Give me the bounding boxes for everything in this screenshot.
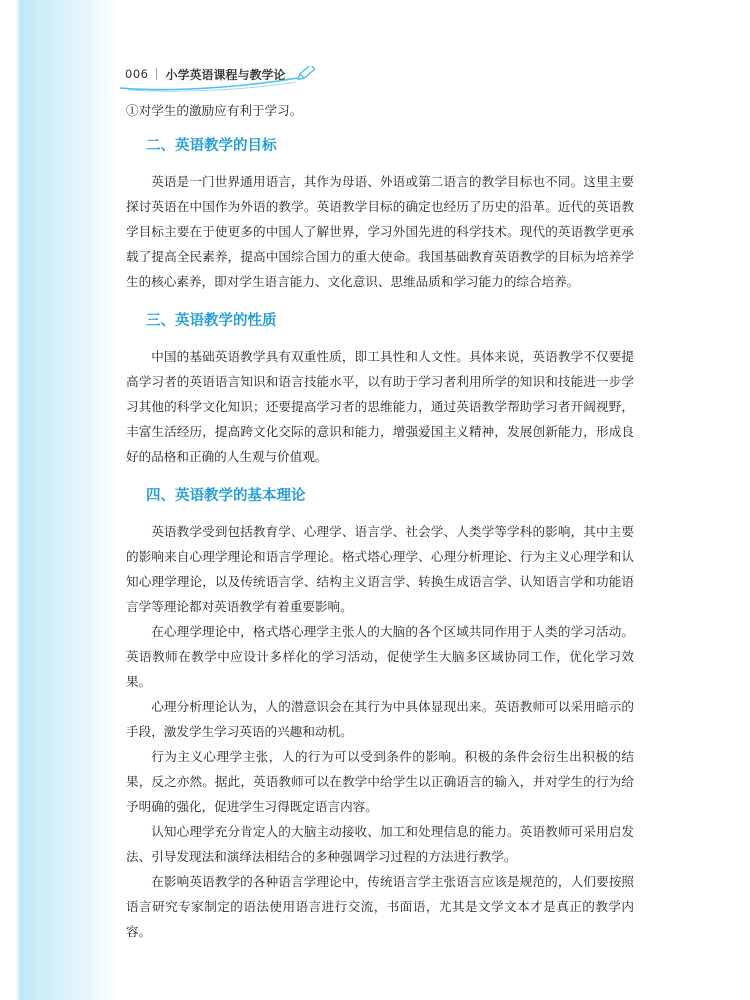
- section-theories: [126, 483, 634, 944]
- page-number: 006: [125, 67, 149, 81]
- paragraph: 在影响英语教学的各种语言学理论中，传统语言学主张语言应该是规范的，人们要按照语言研究专家制定的语法使用语言进行交流，书面语，尤其是文学文本才是真正的教学内容。: [126, 874, 634, 939]
- pencil-swoosh-icon: [118, 66, 328, 92]
- paragraph: 认知心理学充分肯定人的大脑主动接收、加工和处理信息的能力。英语教师可采用启发法、引导发现法和演绎法相结合的多种强调学习过程的方法进行教学。: [126, 824, 634, 864]
- section-heading: 二、英语教学的目标: [146, 138, 277, 154]
- paragraph: 在心理学理论中，格式塔心理学主张人的大脑的各个区域共同作用于人类的学习活动。英语教师在教学中应设计多样化的学习活动，促使学生大脑多区域协同工作，优化学习效果。: [126, 624, 634, 689]
- page-body: [126, 98, 634, 944]
- intro-list-item: ①对学生的激励应有利于学习。: [126, 103, 303, 118]
- book-title: 小学英语课程与教学论: [165, 67, 286, 82]
- paragraph: 英语教学受到包括教育学、心理学、语言学、社会学、人类学等学科的影响，其中主要的影响来自心理学理论和语言学理论。格式塔心理学、心理分析理论、行为主义心理学和认知心理学理论，以及传统语言学、结构主义语言学、转换生成语言学、认知语言学和功能语言学等理论都对英语教学有着重要影响。: [126, 524, 634, 614]
- section-heading: 三、英语教学的性质: [146, 313, 277, 329]
- paragraph: 心理分析理论认为，人的潜意识会在其行为中具体显现出来。英语教师可以采用暗示的手段，激发学生学习英语的兴趣和动机。: [126, 699, 634, 739]
- paragraph: 中国的基础英语教学具有双重性质，即工具性和人文性。具体来说，英语教学不仅要提高学习者的英语语言知识和语言技能水平，以有助于学习者利用所学的知识和技能进一步学习其他的科学文化知识；还要提高学习者的思维能力，通过英语教学帮助学习者开阔视野，丰富生活经历，提高跨文化交际的意识和能力，增强爱国主义精神，发展创新能力，形成良好的品格和正确的人生观与价值观。: [126, 349, 634, 464]
- paragraph: 英语是一门世界通用语言，其作为母语、外语或第二语言的教学目标也不同。这里主要探讨英语在中国作为外语的教学。英语教学目标的确定也经历了历史的沿革。近代的英语教学目标主要在于使更多的中国人了解世界，学习外国先进的科学技术。现代的英语教学更承载了提高全民素养，提高中国综合国力的重大使命。我国基础教育英语教学的目标为培养学生的核心素养，即对学生语言能力、文化意识、思维品质和学习能力的综合培养。: [126, 174, 634, 289]
- section-nature: [126, 308, 634, 469]
- page-gutter-decoration: [0, 0, 120, 1000]
- section-heading: 四、英语教学的基本理论: [146, 488, 306, 504]
- section-goals: [126, 133, 634, 294]
- paragraph: 行为主义心理学主张，人的行为可以受到条件的影响。积极的条件会衍生出积极的结果，反之亦然。据此，英语教师可以在教学中给学生以正确语言的输入，并对学生的行为给予明确的强化，促进学生习得既定语言内容。: [126, 749, 634, 814]
